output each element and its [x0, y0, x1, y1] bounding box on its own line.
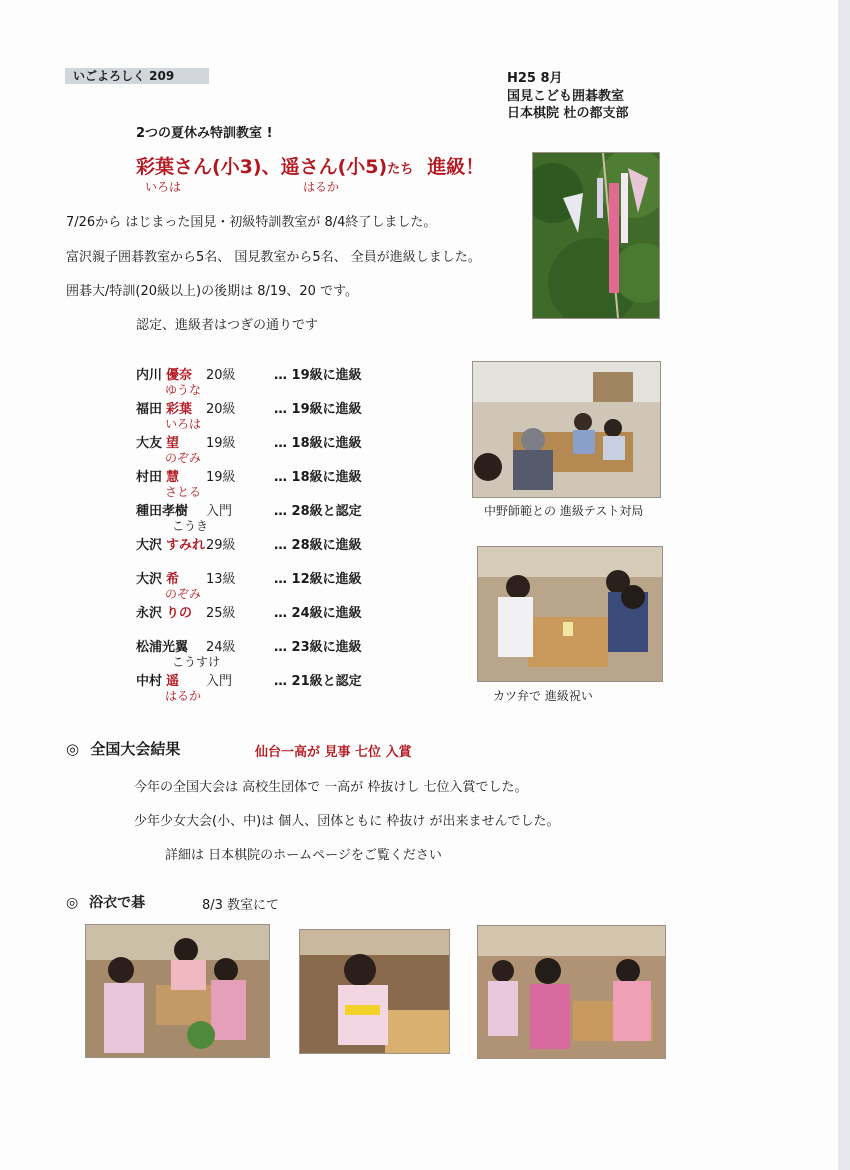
current-rank: 20級: [206, 368, 236, 383]
paragraph-2: 富沢親子囲碁教室から5名、 国見教室から5名、 全員が進級しました。: [66, 250, 481, 265]
yukata-photo-1: [85, 924, 270, 1058]
issue-label: いごよろしく 209: [65, 68, 209, 84]
student-given-name: 彩葉: [166, 402, 193, 417]
student-family-name: 村田: [136, 470, 163, 485]
student-family-name: 種田孝樹: [136, 504, 189, 519]
student-given-name: 優奈: [166, 368, 193, 383]
national-line-3: 詳細は 日本棋院のホームページをご覧ください: [165, 848, 442, 863]
student-name-reading: ゆうな: [165, 383, 202, 397]
org-line-2: 日本棋院 杜の都支部: [507, 106, 629, 121]
promotion-result: … 18級に進級: [274, 436, 362, 451]
student-given-name: 慧: [166, 470, 180, 485]
celebration-photo: [477, 546, 663, 682]
student-given-name: 遥: [166, 674, 180, 689]
caption-celebration: カツ弁で 進級祝い: [493, 689, 593, 703]
promotion-result: … 24級に進級: [274, 606, 362, 621]
student-family-name: 永沢: [136, 606, 163, 621]
student-given-name: すみれ: [166, 538, 206, 553]
issue-date: H25 8月: [507, 71, 563, 86]
promotion-result: … 23級に進級: [274, 640, 362, 655]
current-rank: 20級: [206, 402, 236, 417]
current-rank: 入門: [206, 674, 233, 689]
national-highlight: 仙台一高が 見事 七位 入賞: [255, 745, 412, 760]
national-line-2: 少年少女大会(小、中)は 個人、団体ともに 枠抜け が出来ませんでした。: [134, 814, 560, 829]
headline-name-a: 彩葉さん(小3)、: [136, 156, 281, 178]
headline-ruby-a: いろは: [145, 180, 182, 194]
student-family-name: 松浦光翼: [136, 640, 189, 655]
headline-tachi: たち: [387, 162, 414, 177]
national-line-1: 今年の全国大会は 高校生団体で 一高が 枠抜けし 七位入賞でした。: [134, 780, 528, 795]
student-family-name: 大友: [136, 436, 163, 451]
student-family-name: 中村: [136, 674, 163, 689]
tanabata-photo: [532, 152, 660, 319]
headline-ruby-b: はるか: [303, 180, 340, 194]
current-rank: 13級: [206, 572, 236, 587]
page-edge: [838, 0, 850, 1170]
promotion-test-photo: [472, 361, 661, 498]
student-given-name: りの: [166, 606, 193, 621]
student-name-reading: いろは: [165, 417, 202, 431]
caption-test: 中野師範との 進級テスト対局: [484, 504, 644, 518]
section-marker-icon: ◎: [66, 895, 79, 911]
student-given-name: 希: [166, 572, 180, 587]
yukata-title: 浴衣で碁: [89, 895, 146, 911]
headline-promoted: 進級！: [427, 156, 485, 178]
student-name-reading: のぞみ: [165, 451, 202, 465]
student-name-reading: さとる: [165, 485, 202, 499]
student-name-reading: はるか: [165, 689, 202, 703]
paragraph-3: 囲碁大/特訓(20級以上)の後期は 8/19、20 です。: [66, 284, 359, 299]
national-section-title: [66, 738, 180, 759]
national-title: 全国大会結果: [90, 740, 181, 758]
current-rank: 入門: [206, 504, 233, 519]
student-name-reading: こうすけ: [172, 655, 221, 669]
paragraph-4: 認定、進級者はつぎの通りです: [136, 318, 319, 333]
yukata-section-title: [66, 892, 145, 912]
current-rank: 19級: [206, 436, 236, 451]
student-name-reading: のぞみ: [165, 587, 202, 601]
headline-name-b: 遥さん(小5): [280, 156, 388, 178]
yukata-photo-3: [477, 925, 666, 1059]
promotion-result: … 28級に進級: [274, 538, 362, 553]
promotion-result: … 28級と認定: [274, 504, 362, 519]
student-family-name: 大沢: [136, 572, 163, 587]
promotion-result: … 19級に進級: [274, 368, 362, 383]
article-kicker: 2つの夏休み特訓教室 !: [136, 126, 273, 141]
current-rank: 25級: [206, 606, 236, 621]
student-family-name: 内川: [136, 368, 163, 383]
headline: [136, 152, 484, 179]
yukata-photo-2: [299, 929, 450, 1054]
student-given-name: 望: [166, 436, 180, 451]
student-name-reading: こうき: [172, 519, 209, 533]
paragraph-1: 7/26から はじまった国見・初級特訓教室が 8/4終了しました。: [66, 215, 437, 230]
promotion-result: … 18級に進級: [274, 470, 362, 485]
current-rank: 19級: [206, 470, 236, 485]
org-line-1: 国見こども囲碁教室: [507, 89, 625, 104]
student-family-name: 福田: [136, 402, 163, 417]
section-marker-icon: ◎: [66, 740, 80, 758]
current-rank: 24級: [206, 640, 236, 655]
promotion-result: … 21級と認定: [274, 674, 362, 689]
promotion-result: … 12級に進級: [274, 572, 362, 587]
promotion-result: … 19級に進級: [274, 402, 362, 417]
student-family-name: 大沢: [136, 538, 163, 553]
current-rank: 29級: [206, 538, 236, 553]
yukata-subtitle: 8/3 教室にて: [202, 898, 280, 913]
